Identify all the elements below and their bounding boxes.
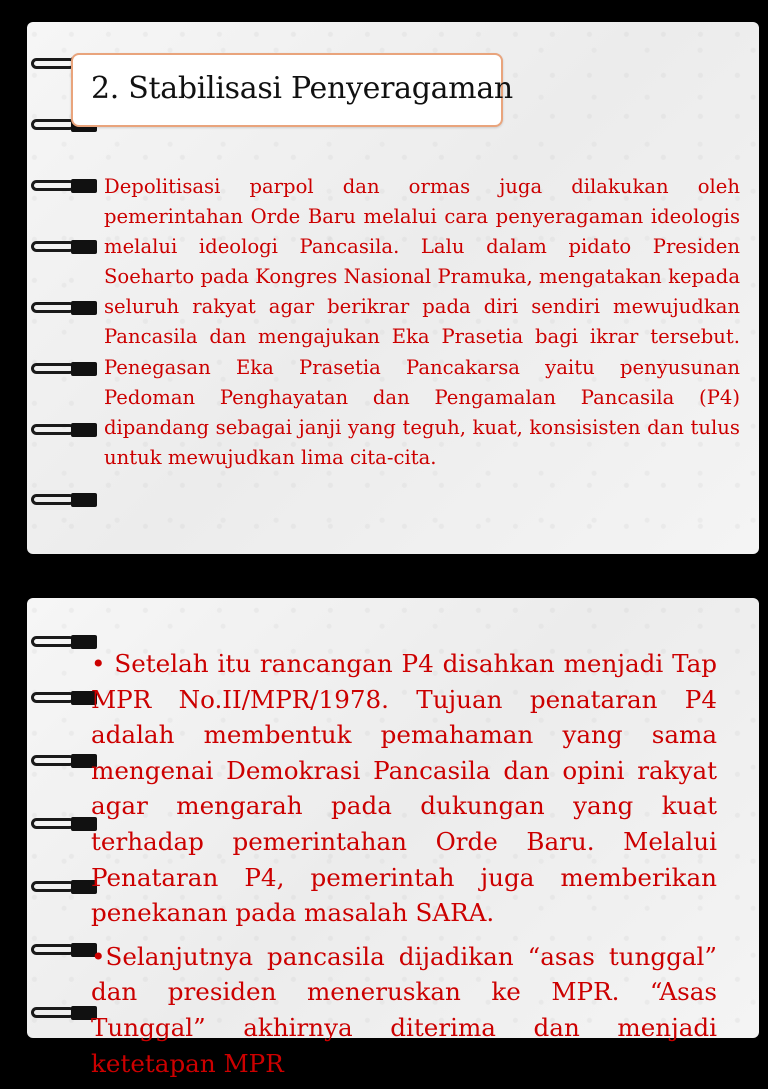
spiral-binding-ring-icon (31, 492, 95, 508)
bullet-item: • Setelah itu rancangan P4 disahkan menjadi Tap MPR No.II/MPR/1978. Tujuan penataran P4 adalah membentuk pemahaman yang sama mengenai Demokrasi Pancasila dan opini rakyat agar mengarah pada dukungan yang kuat terhadap pemerintahan Orde Baru. Melalui Penataran P4, pemerintah juga memberikan penekanan pada masalah SARA. (91, 649, 717, 928)
bullet-list (91, 646, 717, 1089)
slide-title-box (71, 53, 513, 127)
spiral-binding-ring-icon (31, 690, 95, 706)
spiral-binding-ring-icon (31, 300, 95, 316)
slide-paragraph: Depolitisasi parpol dan ormas juga dilakukan oleh pemerintahan Orde Baru melalui cara penyeragaman ideologis melalui ideologi Pancasila. Lalu dalam pidato Presiden Soeharto pada Kongres Nasional Pramuka, mengatakan kepada seluruh rakyat agar berikrar pada diri sendiri mewujudkan Pancasila dan mengajukan Eka Prasetia bagi ikrar tersebut. Penegasan Eka Prasetia Pancakarsa yaitu penyusunan Pedoman Penghayatan dan Pengamalan Pancasila (P4) dipandang sebagai janji yang teguh, kuat, konsisisten dan tulus untuk mewujudkan lima cita-cita. (104, 175, 740, 469)
spiral-binding-ring-icon (31, 239, 95, 255)
bullet-item: •Selanjutnya pancasila dijadikan “asas tunggal” dan presiden meneruskan ke MPR. “Asas Tunggal” akhirnya diterima dan menjadi ketetapan MPR (91, 941, 717, 1078)
slide-title: 2. Stabilisasi Penyeragaman (91, 71, 513, 106)
spiral-binding-ring-icon (31, 942, 95, 958)
spiral-binding-ring-icon (31, 634, 95, 650)
spiral-binding-ring-icon (31, 178, 95, 194)
spiral-binding-ring-icon (31, 422, 95, 438)
spiral-binding-ring-icon (31, 753, 95, 769)
slide-card-2 (27, 598, 759, 1078)
spiral-binding-ring-icon (31, 361, 95, 377)
spiral-binding-ring-icon (31, 816, 95, 832)
spiral-binding-ring-icon (31, 1005, 95, 1021)
spiral-binding-ring-icon (31, 879, 95, 895)
slide-card-1 (27, 22, 759, 554)
